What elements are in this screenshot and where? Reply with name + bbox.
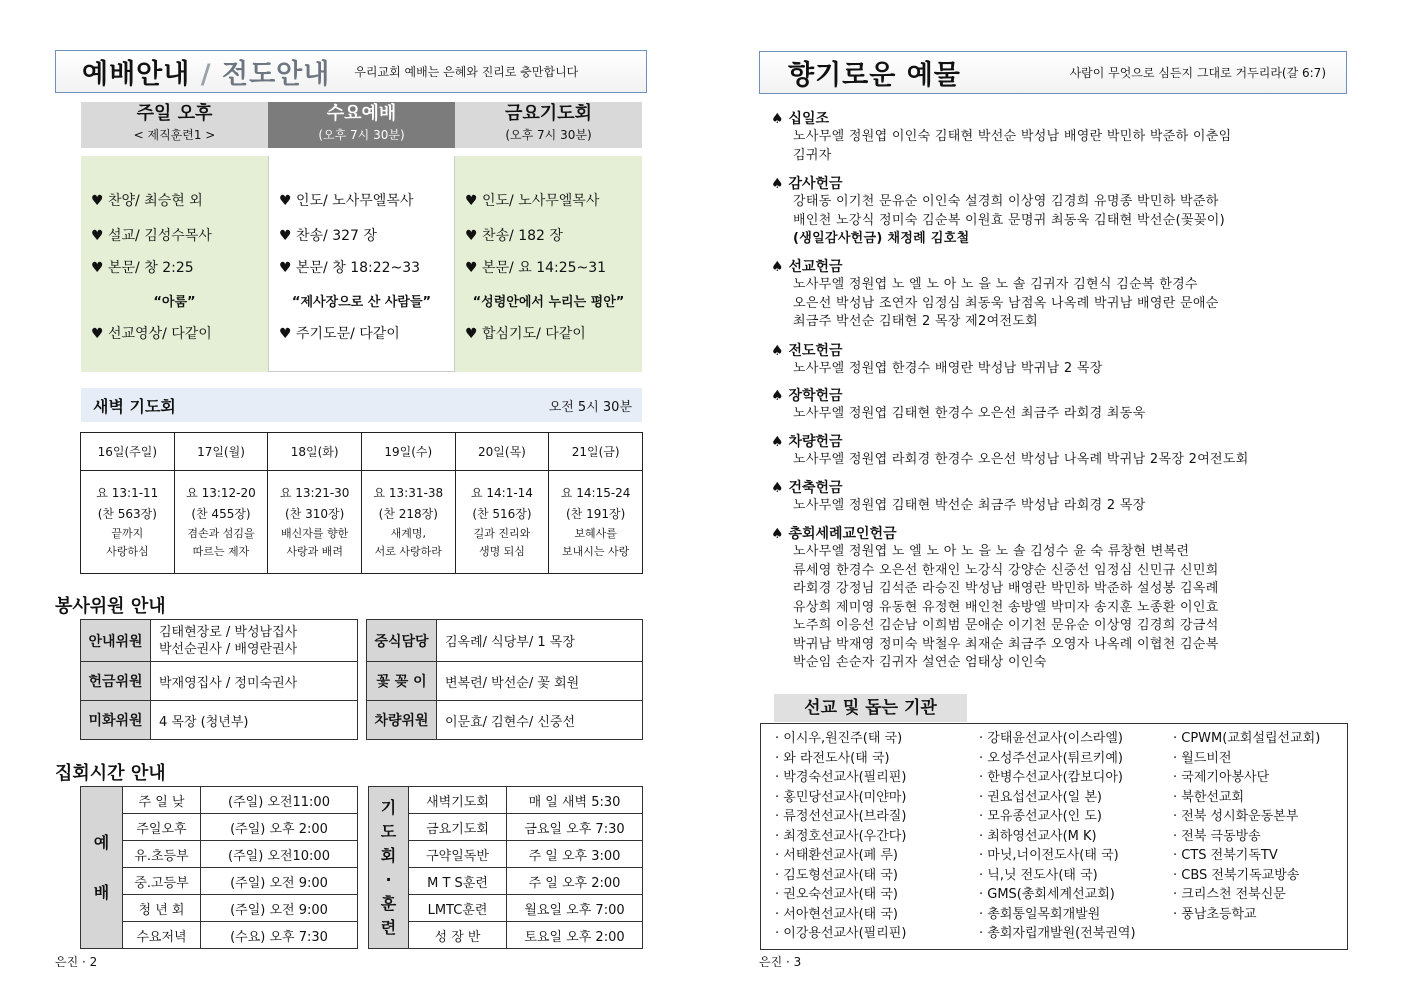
sched-name: 청 년 회 — [123, 895, 201, 922]
spade-icon: ♠ — [771, 259, 784, 275]
dawn-cell: 요 14:15-24 (찬 191장) 보혜사를 보내시는 사랑 — [549, 471, 643, 574]
missions-box — [760, 723, 1348, 950]
dawn-time: 오전 5시 30분 — [548, 399, 632, 415]
spade-icon: ♠ — [771, 526, 784, 542]
sched-name: 중.고등부 — [123, 868, 201, 895]
dawn-day: 19일(수) — [361, 433, 455, 471]
missions-col-1: · 이시우,원진주(태 국) · 와 라전도사(태 국) · 박경숙선교사(필리핀) · 홍민당선교사(미얀마) · 류정선선교사(브라질) · 최정호선교사(우간다) · 서태환선교사(페 루) · 김도형선교사(태 국) · 권오숙선교사(태 국) · 서아현선교사(태 국) · 이강용선교사(필리핀) — [775, 731, 907, 941]
dawn-cell: 요 13:12-20 (찬 455장) 겸손과 섬김을 따르는 제자 — [174, 471, 268, 574]
missions-title: 선교 및 돕는 기관 — [774, 694, 967, 722]
sched-time: (주일) 오전 9:00 — [201, 868, 358, 895]
dawn-day: 16일(주일) — [81, 433, 175, 471]
training-side-label: 기 도 회 · 훈 련 — [369, 787, 409, 949]
offering-mission: ♠ 선교헌금 노사무엘 정원엽 노 엘 노 아 노 을 노 솔 김귀자 김현식 김순복 한경수 오은선 박성남 조연자 임정심 최동욱 남점옥 나옥례 박귀남 배영란 문애순 최금주 박선순 김태현 2 목장 제2여전도회 — [771, 259, 1219, 329]
volunteers-title: 봉사위원 안내 — [55, 596, 166, 617]
sched-time: (주일) 오전 9:00 — [201, 895, 358, 922]
dawn-cell: 요 13:1-11 (찬 563장) 끝까지 사랑하심 — [81, 471, 175, 574]
sched-time: (수요) 오후 7:30 — [201, 922, 358, 949]
offering-scholarship: ♠ 장학헌금 노사무엘 정원엽 김태현 한경수 오은선 최금주 라회경 최동욱 — [771, 388, 1146, 421]
sched-time: 매 일 새벽 5:30 — [507, 787, 643, 814]
worship-side-label: 예 배 — [81, 787, 123, 949]
service-col-wednesday: ♥ 인도/ 노사무엘목사 ♥ 찬송/ 327 장 ♥ 본문/ 창 18:22~33 “제사장으로 산 사람들” ♥ 주기도문/ 다같이 — [268, 156, 455, 372]
vol-value: 박재영집사 / 정미숙권사 — [151, 662, 358, 701]
service-head-friday: 금요기도회 (오후 7시 30분) — [455, 102, 642, 148]
offering-building: ♠ 건축헌금 노사무엘 정원엽 김태현 박선순 최금주 박성남 라회경 2 목장 — [771, 480, 1146, 513]
vol-label: 중식담당 — [367, 620, 437, 662]
vol-value: 김옥례/ 식당부/ 1 목장 — [437, 620, 643, 662]
left-header — [55, 50, 647, 93]
vol-label: 꽃 꽂 이 — [367, 662, 437, 701]
sched-name: M T S훈련 — [409, 868, 507, 895]
dawn-cell: 요 13:31-38 (찬 218장) 새계명, 서로 사랑하라 — [361, 471, 455, 574]
worship-schedule — [80, 786, 358, 949]
dawn-day: 17일(월) — [174, 433, 268, 471]
right-header — [759, 51, 1347, 94]
offering-evangelism: ♠ 전도헌금 노사무엘 정원엽 한경수 배영란 박성남 박귀남 2 목장 — [771, 343, 1103, 376]
sched-name: 유.초등부 — [123, 841, 201, 868]
spade-icon: ♠ — [771, 343, 784, 359]
sched-time: 금요일 오후 7:30 — [507, 814, 643, 841]
spade-icon: ♠ — [771, 388, 784, 404]
service-col-sunday: ♥ 찬양/ 최승현 외 ♥ 설교/ 김성수목사 ♥ 본문/ 창 2:25 “아룸” ♥ 선교영상/ 다같이 — [81, 156, 268, 372]
sched-name: 새벽기도회 — [409, 787, 507, 814]
missions-col-3: · CPWM(교회설립선교회) · 월드비전 · 국제기아봉사단 · 북한선교회 · 전북 성시화운동본부 · 전북 극동방송 · CTS 전북기독TV · CBS 전북기독교방송 · 크리스천 전북신문 · 풍남초등학교 — [1173, 731, 1321, 922]
service-col-friday: ♥ 인도/ 노사무엘목사 ♥ 찬송/ 182 장 ♥ 본문/ 요 14:25~31 “성령안에서 누리는 평안” ♥ 합심기도/ 다같이 — [455, 156, 642, 372]
dawn-day: 21일(금) — [549, 433, 643, 471]
dawn-day: 18일(화) — [268, 433, 362, 471]
dawn-cell: 요 13:21-30 (찬 310장) 배신자를 향한 사랑과 배려 — [268, 471, 362, 574]
left-footer: 은진 · 2 — [55, 955, 98, 969]
sched-time: 월요일 오후 7:00 — [507, 895, 643, 922]
left-header-subtitle: 우리교회 예배는 은혜와 진리로 충만합니다 — [354, 65, 579, 79]
offering-vehicle: ♠ 차량헌금 노사무엘 정원엽 라회경 한경수 오은선 박성남 나옥례 박귀남 2목장 2여전도회 — [771, 434, 1249, 467]
spade-icon: ♠ — [771, 480, 784, 496]
offering-baptized: ♠ 총회세례교인헌금 노사무엘 정원엽 노 엘 노 아 노 을 노 솔 김성수 윤 숙 류창현 변복련 류세영 한경수 오은선 한재인 노강식 강양순 신중선 임정심 신민규 신민희 라회경 강정님 김석준 라승진 박성남 배영란 박민하 박준하 설성봉 김옥례 유상희 제미영 유동현 유정현 배인천 송방엘 박미자 송지훈 노종환 이인효 노주희 이응선 김순남 이희범 문애순 이기천 문유순 이상영 김경희 강금석 박귀남 박재영 정미숙 박철우 최재순 최금주 오영자 나옥례 이협천 김순복 박순임 손순자 김귀자 설연순 엄태상 이인숙 — [771, 526, 1219, 670]
sched-time: (주일) 오전10:00 — [201, 841, 358, 868]
spade-icon: ♠ — [771, 176, 784, 192]
sched-name: LMTC훈련 — [409, 895, 507, 922]
spade-icon: ♠ — [771, 111, 784, 127]
sched-name: 금요기도회 — [409, 814, 507, 841]
right-header-subtitle: 사람이 무엇으로 심든지 그대로 거두리라(갈 6:7) — [1069, 66, 1326, 80]
vol-value: 이문효/ 김현수/ 신중선 — [437, 701, 643, 740]
offering-tithe: ♠ 십일조 노사무엘 정원엽 이인숙 김태현 박선순 박성남 배영란 박민하 박준하 이춘임 김귀자 — [771, 111, 1232, 163]
vol-label: 헌금위원 — [81, 662, 151, 701]
left-header-title: 예배안내 / 전도안내 — [82, 59, 331, 90]
dawn-cell: 요 14:1-14 (찬 516장) 길과 진리와 생명 되심 — [455, 471, 549, 574]
right-header-title: 향기로운 예물 — [788, 60, 961, 91]
right-footer: 은진 · 3 — [759, 955, 802, 969]
training-schedule — [368, 786, 643, 949]
sched-name: 주일오후 — [123, 814, 201, 841]
vol-value: 변복련/ 박선순/ 꽃 회원 — [437, 662, 643, 701]
sched-time: 주 일 오후 3:00 — [507, 841, 643, 868]
vol-label: 차량위원 — [367, 701, 437, 740]
sched-time: (주일) 오후 2:00 — [201, 814, 358, 841]
gatherings-title: 집회시간 안내 — [55, 763, 166, 784]
offering-thanks: ♠ 감사헌금 강태동 이기천 문유순 이인숙 설경희 이상영 김경희 유명종 박민하 박준하 배인천 노강식 정미숙 김순복 이원효 문명귀 최동욱 김태현 박선순(꽃꽂이) (생일감사헌금) 채정례 김호철 — [771, 176, 1225, 246]
dawn-table — [80, 432, 643, 574]
dawn-day: 20일(목) — [455, 433, 549, 471]
vol-value: 4 목장 (청년부) — [151, 701, 358, 740]
dawn-title: 새벽 기도회 — [93, 396, 176, 416]
vol-value: 김태현장로 / 박성남집사 박선순권사 / 배영란권사 — [151, 620, 358, 662]
volunteers-table-a — [80, 619, 358, 740]
dawn-header — [81, 388, 642, 422]
services-block — [81, 102, 642, 372]
service-head-sunday: 주일 오후 < 제직훈련1 > — [81, 102, 268, 148]
volunteers-table-b — [366, 619, 643, 740]
service-head-wednesday: 수요예배 (오후 7시 30분) — [268, 102, 455, 148]
vol-label: 미화위원 — [81, 701, 151, 740]
sched-name: 성 장 반 — [409, 922, 507, 949]
offerings-list — [759, 110, 1359, 680]
vol-label: 안내위원 — [81, 620, 151, 662]
spade-icon: ♠ — [771, 434, 784, 450]
sched-time: 토요일 오후 2:00 — [507, 922, 643, 949]
sched-name: 주 일 낮 — [123, 787, 201, 814]
sched-time: (주일) 오전11:00 — [201, 787, 358, 814]
sched-name: 수요저녁 — [123, 922, 201, 949]
sched-name: 구약일독반 — [409, 841, 507, 868]
missions-col-2: · 강태윤선교사(이스라엘) · 오성주선교사(튀르키예) · 한병수선교사(캄보디아) · 권요섭선교사(일 본) · 모유종선교사(인 도) · 최하영선교사(M K) · 마닛,너이전도사(태 국) · 닉,닛 전도사(태 국) · GMS(총회세계선교회) · 총회통일목회개발원 · 총회자립개발원(전북권역) — [979, 731, 1136, 941]
sched-time: 주 일 오후 2:00 — [507, 868, 643, 895]
